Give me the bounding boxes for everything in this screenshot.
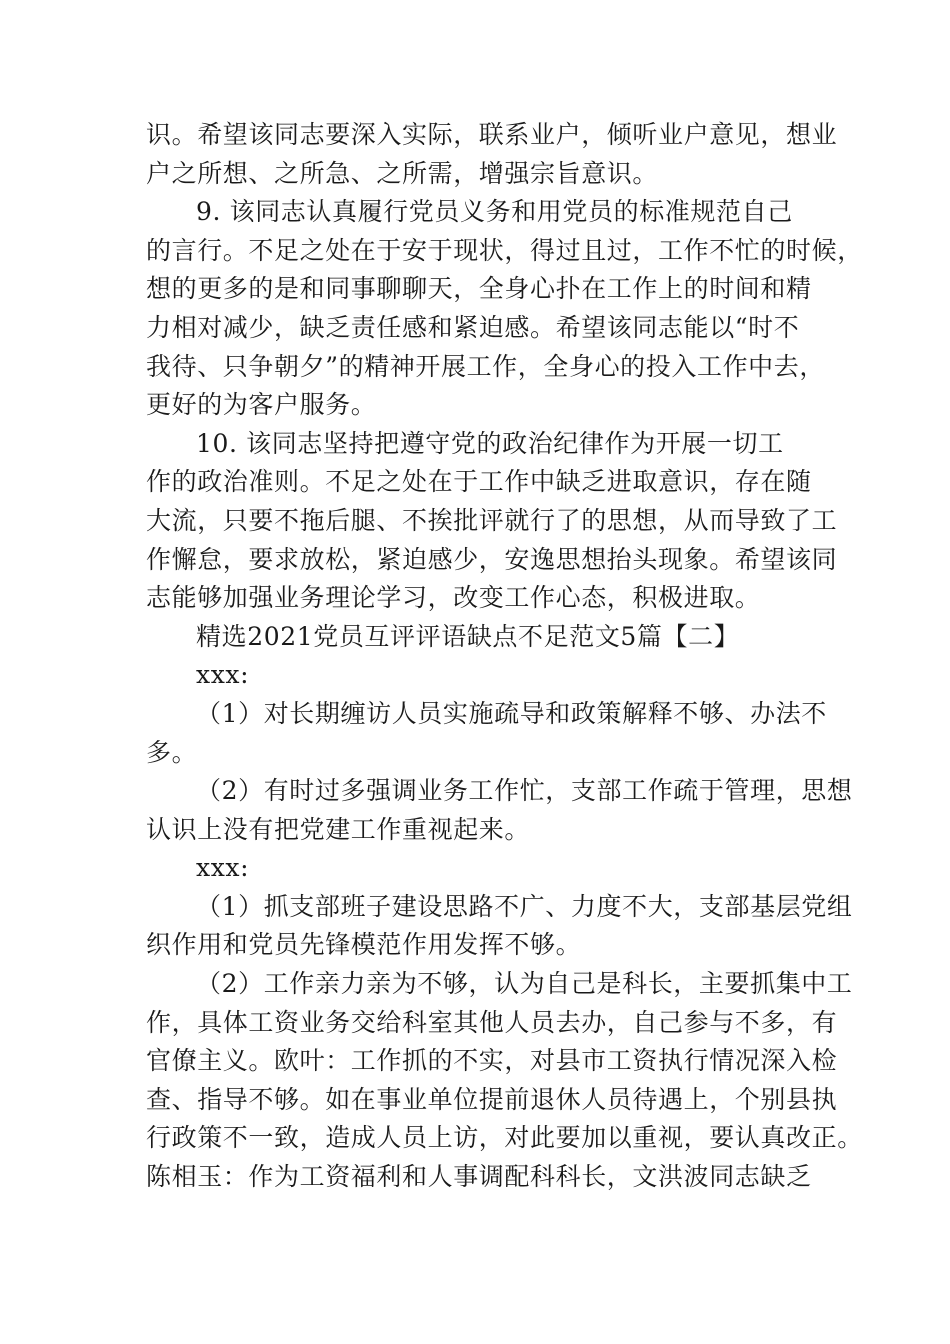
text-line: 10. 该同志坚持把遵守党的政治纪律作为开展一切工 bbox=[196, 428, 784, 458]
text-line: 行政策不一致，造成人员上访，对此要加以重视，要认真改正。 bbox=[146, 1123, 863, 1153]
text-line: 作的政治准则。不足之处在于工作中缺乏进取意识，存在随 bbox=[146, 467, 812, 497]
text-line: 陈相玉：作为工资福利和人事调配科科长，文洪波同志缺乏 bbox=[146, 1162, 812, 1192]
text-line: （2）有时过多强调业务工作忙，支部工作疏于管理，思想 bbox=[196, 776, 853, 806]
text-line: 户之所想、之所急、之所需，增强宗旨意识。 bbox=[146, 158, 659, 188]
text-line: xxx: bbox=[196, 853, 250, 883]
text-line: 力相对减少，缺乏责任感和紧迫感。希望该同志能以“时不 bbox=[146, 312, 800, 342]
text-line: xxx: bbox=[196, 660, 250, 690]
text-line: 认识上没有把党建工作重视起来。 bbox=[146, 814, 531, 844]
text-line: 多。 bbox=[146, 737, 198, 767]
text-line: 识。希望该同志要深入实际，联系业户，倾听业户意见，想业 bbox=[146, 120, 838, 149]
text-line: （1）对长期缠访人员实施疏导和政策解释不够、办法不 bbox=[196, 698, 827, 728]
text-line: （1）抓支部班子建设思路不广、力度不大，支部基层党组 bbox=[196, 891, 853, 921]
document-page bbox=[146, 116, 863, 1197]
text-line: 大流，只要不拖后腿、不挨批评就行了的思想，从而导致了工 bbox=[146, 505, 838, 535]
text-line: 更好的为客户服务。 bbox=[146, 390, 377, 420]
text-line: 查、指导不够。如在事业单位提前退休人员待遇上，个别县执 bbox=[146, 1084, 838, 1114]
text-line: （2）工作亲力亲为不够，认为自己是科长，主要抓集中工 bbox=[196, 969, 853, 999]
text-line: 我待、只争朝夕”的精神开展工作，全身心的投入工作中去， bbox=[146, 351, 825, 381]
text-line: 作懈怠，要求放松，紧迫感少，安逸思想抬头现象。希望该同 bbox=[146, 544, 838, 574]
text-line: 的言行。不足之处在于安于现状，得过且过，工作不忙的时候， bbox=[146, 235, 863, 265]
text-line: 志能够加强业务理论学习，改变工作心态，积极进取。 bbox=[146, 583, 761, 613]
text-line: 官僚主义。欧叶：工作抓的不实，对县市工资执行情况深入检 bbox=[146, 1046, 838, 1076]
section-heading: 精选2021党员互评评语缺点不足范文5篇【二】 bbox=[196, 621, 740, 651]
text-line: 作，具体工资业务交给科室其他人员去办，自己参与不多，有 bbox=[146, 1007, 838, 1037]
text-line: 9. 该同志认真履行党员义务和用党员的标准规范自己 bbox=[196, 197, 793, 227]
text-line: 织作用和党员先锋模范作用发挥不够。 bbox=[146, 930, 582, 960]
text-line: 想的更多的是和同事聊聊天，全身心扑在工作上的时间和精 bbox=[146, 274, 812, 304]
